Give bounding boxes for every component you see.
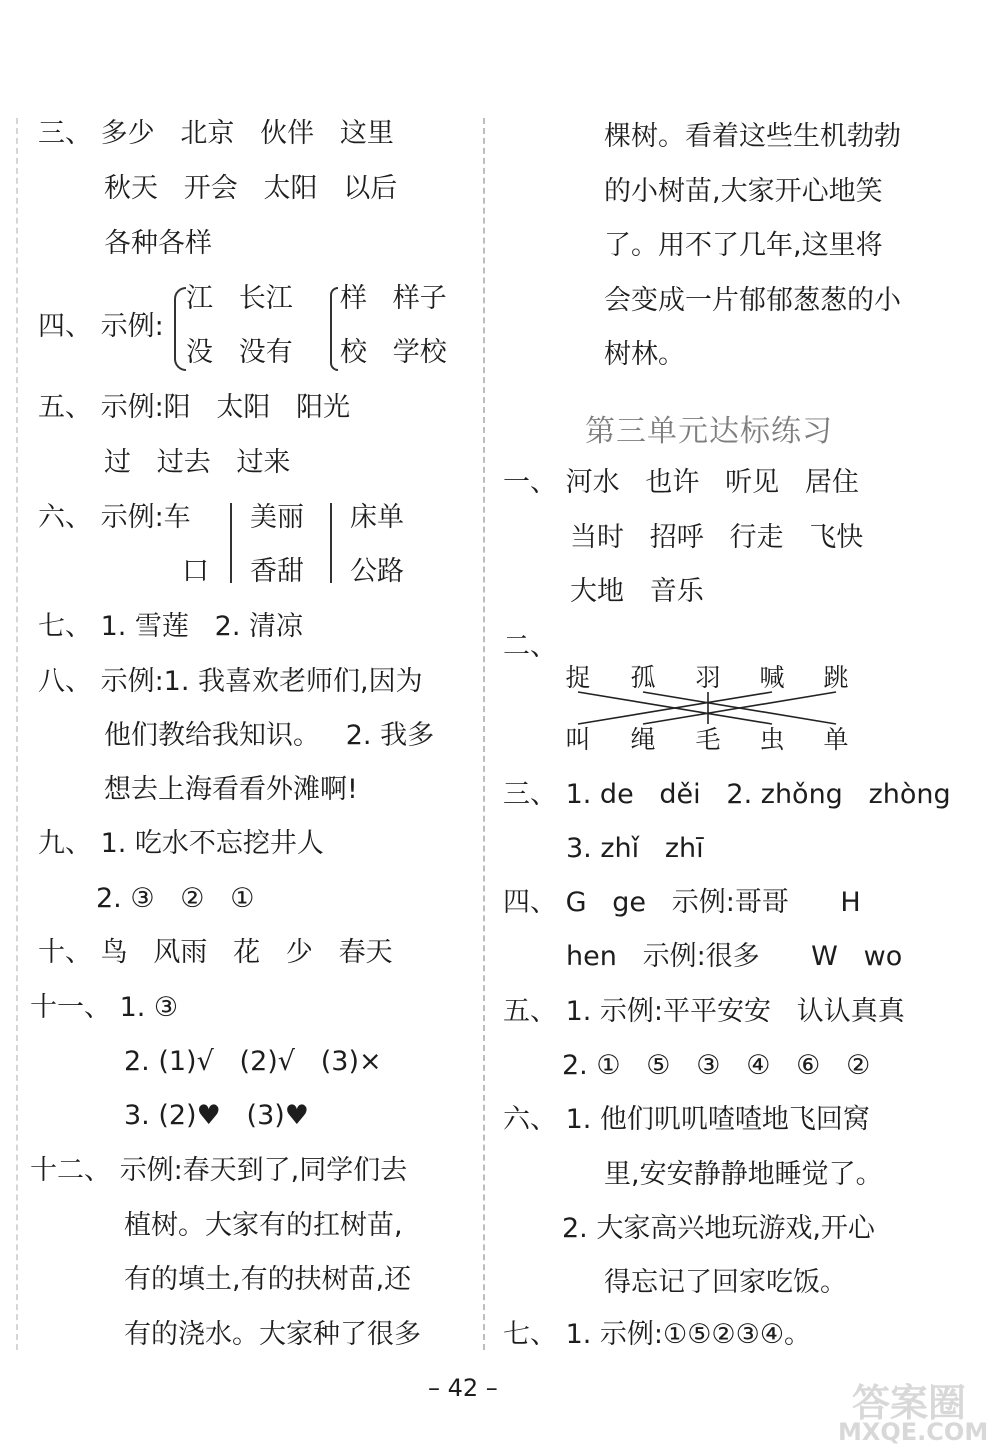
answer-label: 四、 示例: xyxy=(38,311,164,342)
separator-bar xyxy=(230,503,232,583)
answer-line: 得忘记了回家吃饭。 xyxy=(604,1267,847,1298)
answer-line: 棵树。看着这些生机勃勃 xyxy=(604,121,901,152)
left-margin-rule xyxy=(16,118,18,1350)
answer-line: 一、 河水 也许 听见 居住 xyxy=(503,467,859,498)
answer-line: 2. 大家高兴地玩游戏,开心 xyxy=(562,1213,875,1244)
answer-line: 有的填土,有的扶树苗,还 xyxy=(124,1264,412,1295)
answer-line: 过 过去 过来 xyxy=(104,447,291,478)
answer-line: 五、 示例:阳 太阳 阳光 xyxy=(38,392,351,423)
answer-line: 十、 鸟 风雨 花 少 春天 xyxy=(38,937,393,968)
answer-line: 校 学校 xyxy=(340,337,447,368)
answer-line: 床单 xyxy=(350,502,404,533)
answer-line: 有的浇水。大家种了很多 xyxy=(124,1319,421,1350)
answer-line: 十一、 1. ③ xyxy=(30,992,179,1023)
answer-label: 二、 xyxy=(503,631,557,662)
answer-line: hen 示例:很多 W wo xyxy=(566,941,903,972)
separator-bar xyxy=(330,503,332,583)
answer-line: 三、 1. de děi 2. zhǒng zhòng xyxy=(503,779,951,810)
answer-line: 三、 多少 北京 伙伴 这里 xyxy=(38,118,394,149)
answer-line: 九、 1. 吃水不忘挖井人 xyxy=(38,828,324,859)
answer-line: 里,安安静静地睡觉了。 xyxy=(604,1159,883,1190)
match-top-char: 羽 xyxy=(695,663,721,692)
answer-line: 植树。大家有的扛树苗, xyxy=(124,1210,403,1241)
answer-line: 七、 1. 雪莲 2. 清凉 xyxy=(38,611,304,642)
answer-line: 树林。 xyxy=(604,339,685,370)
answer-line: 四、 G ge 示例:哥哥 H xyxy=(503,887,861,918)
match-top-char: 跳 xyxy=(823,663,849,692)
match-bottom-char: 单 xyxy=(823,725,849,754)
answer-line: 样 样子 xyxy=(340,283,447,314)
answer-line: 五、 1. 示例:平平安安 认认真真 xyxy=(503,996,905,1027)
match-bottom-char: 毛 xyxy=(695,725,721,754)
answer-line: 当时 招呼 行走 飞快 xyxy=(570,522,864,553)
watermark-logo: 答案圈 xyxy=(852,1381,967,1425)
answer-line: 美丽 xyxy=(250,502,304,533)
answer-line: 想去上海看看外滩啊! xyxy=(104,774,358,805)
answer-line: 2. ① ⑤ ③ ④ ⑥ ② xyxy=(562,1050,871,1081)
match-top-char: 孤 xyxy=(630,663,656,692)
section-heading: 第三单元达标练习 xyxy=(585,414,833,449)
watermark-url: MXQE.COM xyxy=(838,1418,989,1446)
match-top-char: 捉 xyxy=(565,663,591,692)
answer-line: 秋天 开会 太阳 以后 xyxy=(104,173,398,204)
answer-line: 会变成一片郁郁葱葱的小 xyxy=(604,285,901,316)
answer-line: 2. ③ ② ① xyxy=(96,883,255,914)
answer-line: 十二、 示例:春天到了,同学们去 xyxy=(30,1155,408,1186)
answer-line: 六、 1. 他们叽叽喳喳地飞回窝 xyxy=(503,1104,870,1135)
answer-line: 的小树苗,大家开心地笑 xyxy=(604,176,883,207)
left-brace xyxy=(330,287,338,371)
column-divider xyxy=(483,118,485,1350)
answer-line: 各种各样 xyxy=(104,228,212,259)
match-bottom-char: 绳 xyxy=(630,725,656,754)
answer-line: 他们教给我知识。 2. 我多 xyxy=(104,720,435,751)
answer-line: 七、 1. 示例:①⑤②③④。 xyxy=(503,1319,812,1350)
answer-line: 口 xyxy=(182,556,209,587)
left-brace xyxy=(174,287,186,371)
answer-line: 3. zhǐ zhī xyxy=(566,833,704,864)
answer-line: 六、 示例:车 xyxy=(38,502,191,533)
match-bottom-char: 叫 xyxy=(565,725,591,754)
match-top-char: 喊 xyxy=(759,663,785,692)
answer-line: 公路 xyxy=(350,556,404,587)
page-number: – 42 – xyxy=(428,1374,498,1402)
answer-line: 了。用不了几年,这里将 xyxy=(604,230,883,261)
answer-line: 2. (1)√ (2)√ (3)× xyxy=(124,1046,382,1077)
answer-line: 大地 音乐 xyxy=(570,576,704,607)
answer-line: 香甜 xyxy=(250,556,304,587)
answer-line: 八、 示例:1. 我喜欢老师们,因为 xyxy=(38,666,423,697)
match-bottom-char: 虫 xyxy=(759,725,785,754)
answer-line: 江 长江 xyxy=(186,283,293,314)
answer-line: 没 没有 xyxy=(186,337,293,368)
matching-diagram xyxy=(560,660,860,760)
answer-line: 3. (2)♥ (3)♥ xyxy=(124,1100,309,1131)
